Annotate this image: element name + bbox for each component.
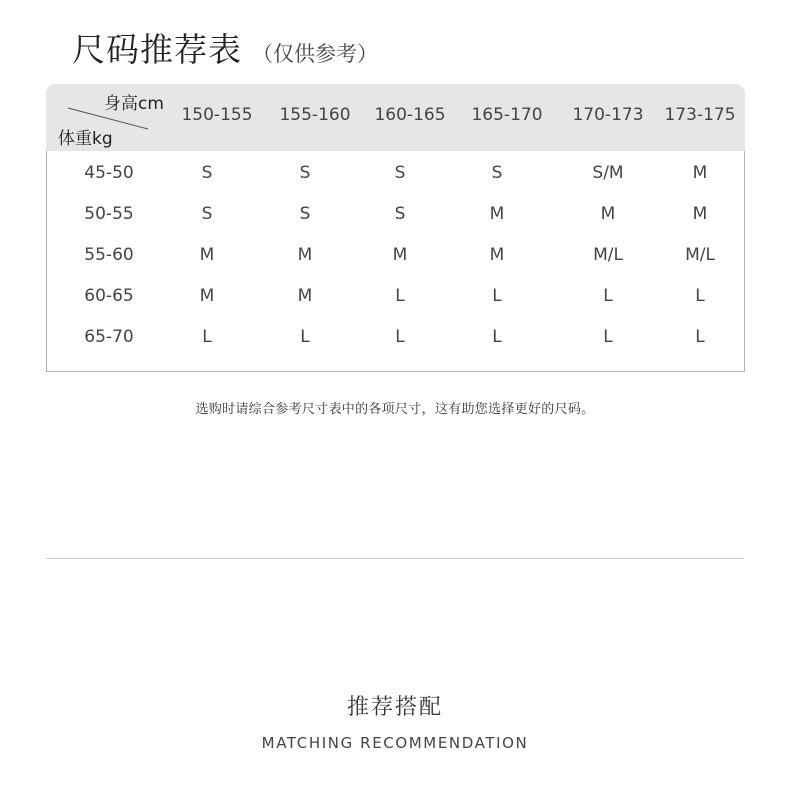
size-cell: L [603, 286, 613, 306]
size-cell: M [489, 245, 505, 265]
size-cell: S [299, 204, 311, 224]
row-weight: 55-60 [84, 245, 134, 265]
row-weight: 50-55 [84, 204, 134, 224]
table-header [46, 84, 745, 151]
header-height-range: 173-175 [664, 105, 736, 125]
title-main: 尺码推荐表 [72, 30, 242, 69]
row-weight: 45-50 [84, 163, 134, 183]
size-chart-table [46, 84, 745, 372]
header-corner [46, 84, 176, 151]
size-cell: S/M [592, 163, 624, 183]
title-subtitle: （仅供参考） [252, 42, 378, 66]
size-cell: L [492, 327, 502, 347]
size-advice-note: 选购时请综合参考尺寸表中的各项尺寸，这有助您选择更好的尺码。 [195, 402, 595, 417]
size-cell: M [392, 245, 408, 265]
page-title [72, 24, 378, 74]
size-cell: S [394, 204, 406, 224]
size-cell: M [692, 204, 708, 224]
size-cell: S [394, 163, 406, 183]
row-weight: 65-70 [84, 327, 134, 347]
size-cell: M [199, 286, 215, 306]
size-cell: S [201, 204, 213, 224]
header-height-range: 170-173 [572, 105, 644, 125]
size-cell: L [603, 327, 613, 347]
size-cell: M [692, 163, 708, 183]
header-height-range: 150-155 [181, 105, 253, 125]
header-height-range: 165-170 [471, 105, 543, 125]
size-cell: M/L [685, 245, 715, 265]
size-cell: M [297, 286, 313, 306]
section-subtitle: MATCHING RECOMMENDATION [261, 734, 529, 752]
size-cell: S [491, 163, 503, 183]
size-cell: L [395, 286, 405, 306]
height-axis-label: 身高cm [104, 94, 164, 114]
size-cell: L [300, 327, 310, 347]
size-cell: L [492, 286, 502, 306]
size-cell: L [202, 327, 212, 347]
row-weight: 60-65 [84, 286, 134, 306]
size-cell: L [695, 286, 705, 306]
section-title: 推荐搭配 [346, 695, 443, 720]
weight-axis-label: 体重kg [58, 129, 113, 149]
size-cell: M [489, 204, 505, 224]
section-divider [46, 558, 744, 559]
header-height-range: 155-160 [279, 105, 351, 125]
size-cell: M [297, 245, 313, 265]
size-cell: M [600, 204, 616, 224]
size-cell: S [299, 163, 311, 183]
size-cell: M [199, 245, 215, 265]
header-height-range: 160-165 [374, 105, 446, 125]
size-cell: L [695, 327, 705, 347]
size-cell: S [201, 163, 213, 183]
size-cell: M/L [593, 245, 623, 265]
size-cell: L [395, 327, 405, 347]
